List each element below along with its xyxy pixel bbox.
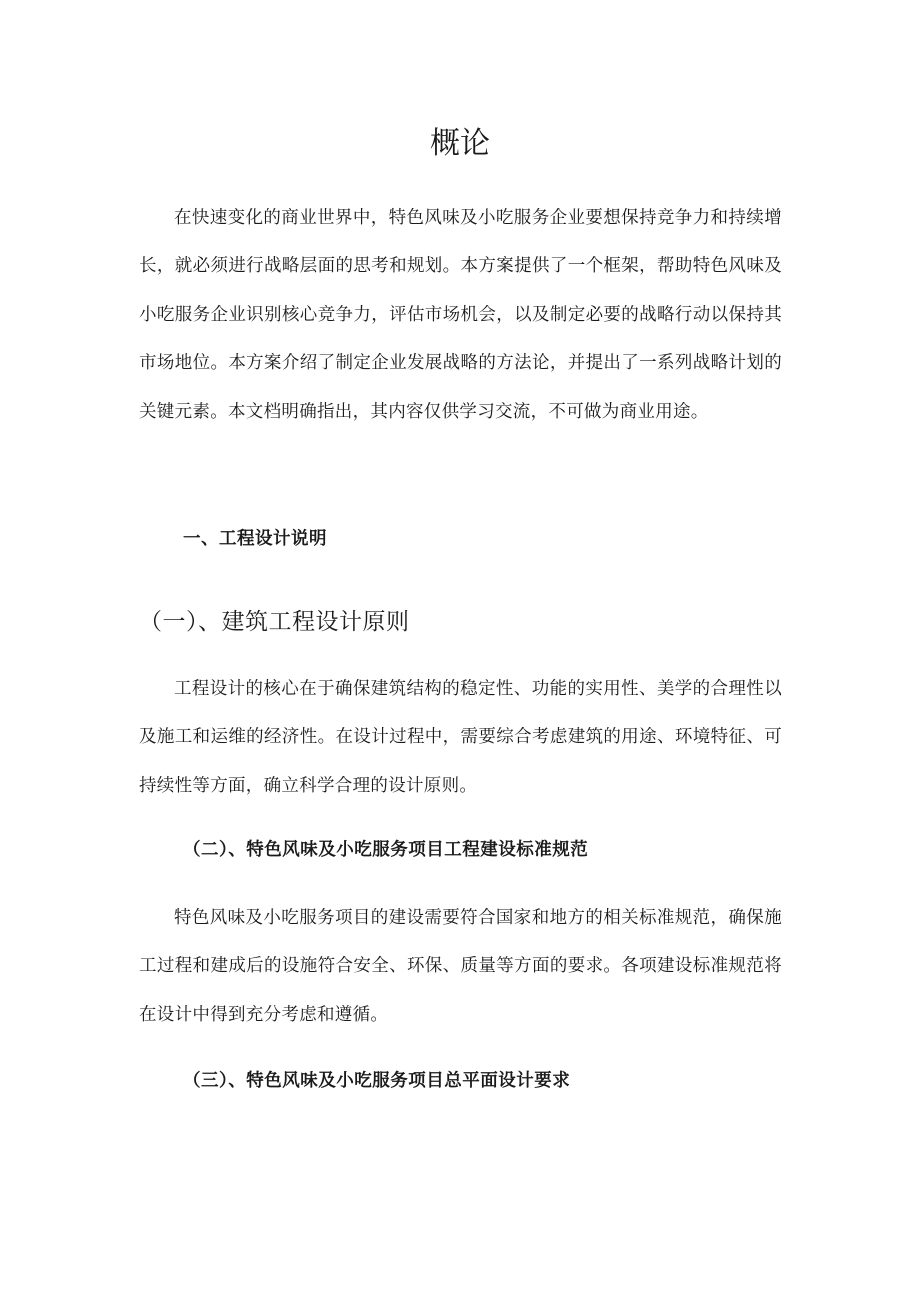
subsection-heading-design-principles: （一）、建筑工程设计原则 (139, 609, 410, 635)
page-title: 概论 (430, 126, 490, 161)
section-heading-engineering-design: 一、工程设计说明 (183, 529, 327, 549)
construction-standards-paragraph: 特色风味及小吃服务项目的建设需要符合国家和地方的相关标准规范，确保施工过程和建成后的设施符合安全、环保、质量等方面的要求。各项建设标准规范将在设计中得到充分考虑和遵循。 (139, 908, 782, 1025)
design-principles-paragraph: 工程设计的核心在于确保建筑结构的稳定性、功能的实用性、美学的合理性以及施工和运维的经济性。在设计过程中，需要综合考虑建筑的用途、环境特征、可持续性等方面，确立科学合理的设计原则。 (139, 679, 782, 796)
subsection-heading-site-plan-requirements: （三）、特色风味及小吃服务项目总平面设计要求 (183, 1071, 571, 1091)
subsection-heading-construction-standards: （二）、特色风味及小吃服务项目工程建设标准规范 (183, 840, 589, 860)
intro-paragraph: 在快速变化的商业世界中，特色风味及小吃服务企业要想保持竞争力和持续增长，就必须进行战略层面的思考和规划。本方案提供了一个框架，帮助特色风味及小吃服务企业识别核心竞争力，评估市场机会，以及制定必要的战略行动以保持其市场地位。本方案介绍了制定企业发展战略的方法论，并提出了一系列战略计划的关键元素。本文档明确指出，其内容仅供学习交流，不可做为商业用途。 (139, 208, 782, 422)
